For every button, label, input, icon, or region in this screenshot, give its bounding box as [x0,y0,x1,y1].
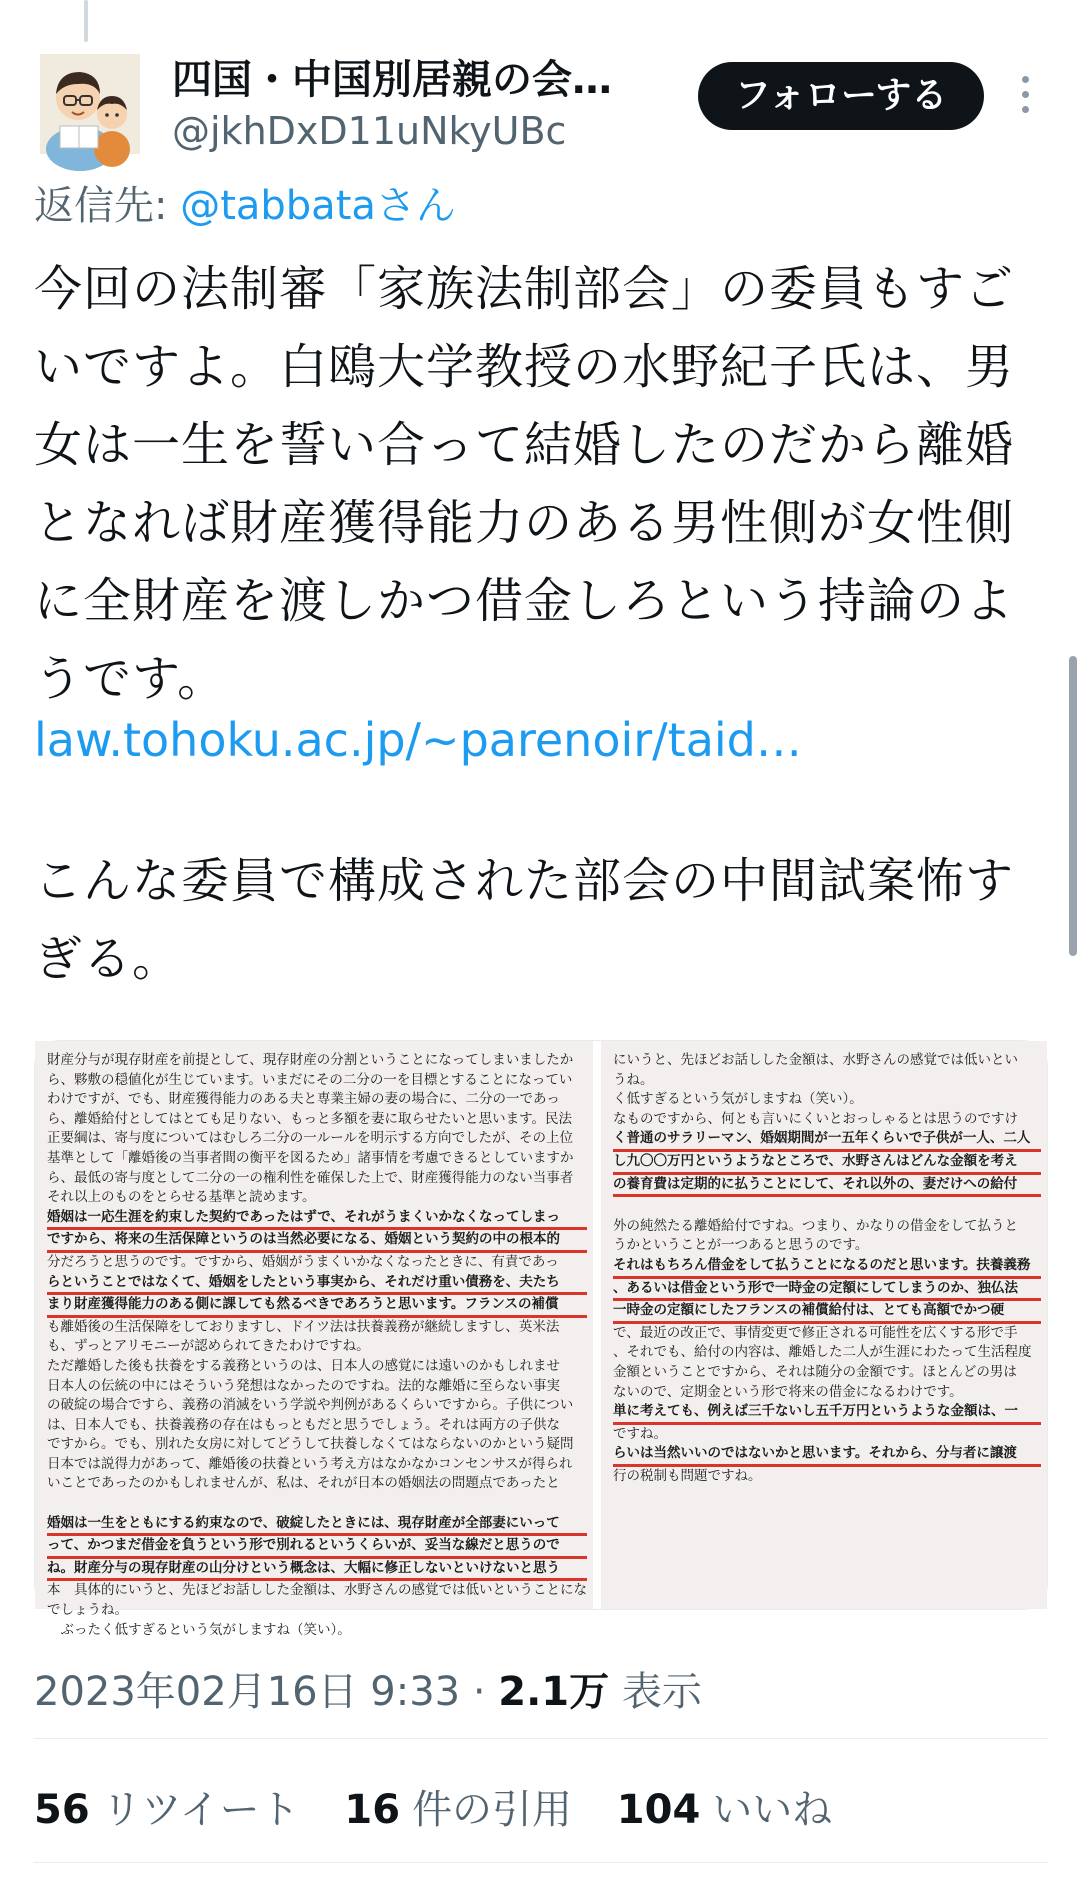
document-line: いことであったのかもしれませんが、私は、それが日本の婚姻法の問題点であったと [47,1475,560,1492]
document-line: にいうと、先ほどお話しした金額は、水野さんの感覚では低いとい [613,1052,1018,1068]
document-line: 、あるいは借金という形で一時金の定額にしてしまうのか、独仏法 [613,1279,1041,1302]
author-name[interactable]: 四国・中国別居親の会… [172,57,612,103]
document-line: それはもちろん借金をして払うことになるのだと思います。扶養義務 [613,1256,1041,1279]
document-line: 分だろうと思うのです。ですから、婚姻がうまくいかなくなったときに、有責であっ [47,1253,559,1270]
document-line: ですから。でも、別れた女房に対してどうして扶養しなくてはならないのかという疑問 [47,1436,574,1453]
tweet-header [0,40,1080,170]
document-line: 、それでも、給付の内容は、離婚した二人が生涯にわたって生活程度 [613,1344,1032,1361]
tweet-timestamp[interactable] [34,1666,702,1718]
document-line: 本 具体的にいうと、先ほどお話しした金額は、水野さんの感覚では低いということにな [47,1582,587,1599]
document-line: うかということが一つあると思うのです。 [613,1237,869,1254]
media-image-right[interactable] [601,1041,1047,1609]
document-line: く低すぎるという気がしますね（笑い）。 [613,1091,863,1108]
views-label: 表示 [609,1669,702,1715]
document-line: ただ離婚した後も扶養をする義務というのは、日本人の感覚には遠いのかもしれませ [47,1357,560,1374]
document-line: 外の純然たる離婚給付ですね。つまり、かなりの借金をして払うと [613,1217,1018,1234]
document-line: らということではなくて、婚姻をしたという事実から、それだけ重い債務を、夫たち [47,1273,587,1296]
quotes-stat[interactable] [344,1787,572,1833]
thread-connector-line [84,0,88,42]
avatar-illustration-icon [40,54,140,154]
divider [34,1738,1048,1739]
document-line: ね。財産分与の現存財産の山分けという概念は、大幅に修正しないといけないと思う [47,1559,587,1582]
document-line: し九〇〇万円というようなところで、水野さんはどんな金額を考え [613,1152,1041,1175]
document-line: 基準として「離婚後の当事者間の衡平を図るため」諸事情を考慮できるとしていますか [47,1149,574,1166]
document-line: ですから、将来の生活保障というのは当然必要になる、婚姻という契約の中の根本的 [47,1230,587,1253]
retweets-stat[interactable] [34,1787,300,1833]
document-line: 正要綱は、寄与度についてはむしろ二分の一ルールを明示する方向でしたが、その上位 [47,1130,573,1147]
retweets-count: 56 [34,1787,90,1833]
document-line [47,1494,587,1514]
document-line: 日本人の伝統の中にはそういう発想はなかったのですね。法的な離婚に至らない事実 [47,1377,560,1394]
document-line: まり財産獲得能力のある側に課しても然るべきであろうと思います。フランスの補償 [47,1295,587,1318]
document-line: 一時金の定額にしたフランスの補償給付は、とても高額でかつ硬 [613,1301,1041,1324]
more-vertical-icon[interactable] [1010,72,1040,120]
tweet-text: 今回の法制審「家族法制部会」の委員もすごいですよ。白鴎大学教授の水野紀子氏は、男女は一生を誓い合って結婚したのだから離婚となれば財産獲得能力のある男性側が女性側に全財産を渡しかつ借金しろという持論のようです。 [34,261,1015,707]
document-line: は、日本人でも、扶養義務の存在はもっともだと思うでしょう。それは両方の子供な [47,1416,560,1433]
likes-label: いいね [712,1787,833,1833]
document-line: ですね。 [613,1425,667,1442]
document-line: でしょうね。 [47,1602,128,1619]
document-line: 婚姻は一生をともにする約束なので、破綻したときには、現存財産が全部妻にいって [47,1514,587,1537]
tweet-text-2: こんな委員で構成された部会の中間試案怖すぎる。 [34,853,1015,987]
follow-button[interactable]: フォローする [698,62,984,130]
document-line: 単に考えても、例えば三千ないし五千万円というような金額は、一 [613,1402,1041,1425]
scrollbar[interactable] [1069,656,1077,956]
document-line: 金額ということですから、それは随分の金額です。ほとんどの男は [613,1363,1017,1380]
document-line: で、最近の改正で、事情変更で修正される可能性を広くする形で手 [613,1324,1018,1341]
divider [34,1862,1048,1863]
document-line: らいは当然いいのではないかと思います。それから、分与者に譲渡 [613,1444,1041,1467]
document-line: って、かつまだ借金を負うという形で別れるというくらいが、妥当な線だと思うので [47,1536,587,1559]
document-line: ら、離婚給付としてはとても足りない、もっと多額を妻に取らせたいと思います。民法 [47,1110,573,1127]
document-line: 日本では説得力があって、離婚後の扶養という考え方はなかなかコンセンサスが得られ [47,1455,573,1472]
tweet-stats [34,1784,864,1836]
document-line: ら、最低の寄与度として二分の一の権利性を確保した上で、財産獲得能力のない当事者 [47,1169,574,1186]
document-line: うね。 [613,1071,654,1088]
document-line: く普通のサラリーマン、婚姻期間が一五年くらいで子供が一人、二人 [613,1129,1041,1152]
document-line: 婚姻は一応生涯を約束した契約であったはずで、それがうまくいかなくなってしまっ [47,1208,587,1231]
tweet-media[interactable] [34,1040,1048,1638]
reply-context [34,180,456,232]
quotes-count: 16 [344,1787,401,1833]
document-line: 行の税制も問題ですね。 [613,1467,762,1484]
views-count: 2.1万 [498,1669,610,1715]
document-line: わけですが、でも、財産獲得能力のある夫と専業主婦の妻の場合に、二分の一であっ [47,1091,560,1108]
document-line: 財産分与が現存財産を前提として、現存財産の分割ということになってしまいましたか [47,1052,574,1068]
tweet-link[interactable]: law.tohoku.ac.jp/~parenoir/taid… [34,713,802,767]
timestamp-text[interactable]: 2023年02月16日 9:33 · [34,1669,499,1715]
media-image-left[interactable] [35,1041,593,1638]
author-handle[interactable]: @jkhDxD11uNkyUBc [172,109,567,153]
retweets-label: リツイート [101,1787,300,1833]
document-line: なものですから、何とも言いにくいとおっしゃるとは思うのですけ [613,1110,1018,1127]
document-line: ら、夥敷の穏値化が生じています。いまだにその二分の一を目標とすることになってい [47,1071,573,1088]
quotes-label: 件の引用 [412,1787,573,1833]
document-line: の養育費は定期的に払うことにして、それ以外の、妻だけへの給付 [613,1175,1041,1198]
reply-to-link[interactable]: @tabbataさん [180,183,456,229]
document-line: も離婚後の生活保障をしておりますし、ドイツ法は扶養義務が継続しますし、英米法 [47,1318,560,1335]
document-line: も、ずっとアリモニーが認められてきたわけですね。 [47,1338,370,1355]
document-line: ないので、定期金という形で将来の借金になるわけです。 [613,1383,963,1400]
document-line [613,1197,1041,1217]
avatar[interactable] [40,54,140,154]
likes-count: 104 [616,1787,701,1833]
reply-prefix: 返信先: [34,183,181,229]
document-line: ぶったく低すぎるという気がしますね（笑い）。 [47,1621,351,1638]
likes-stat[interactable] [617,1787,833,1833]
document-line: それ以上のものをとらせる基準と読めます。 [47,1189,316,1206]
document-line: の破綻の場合ですら、義務の消滅をいう学説や判例があるくらいですから。子供につい [47,1397,574,1414]
